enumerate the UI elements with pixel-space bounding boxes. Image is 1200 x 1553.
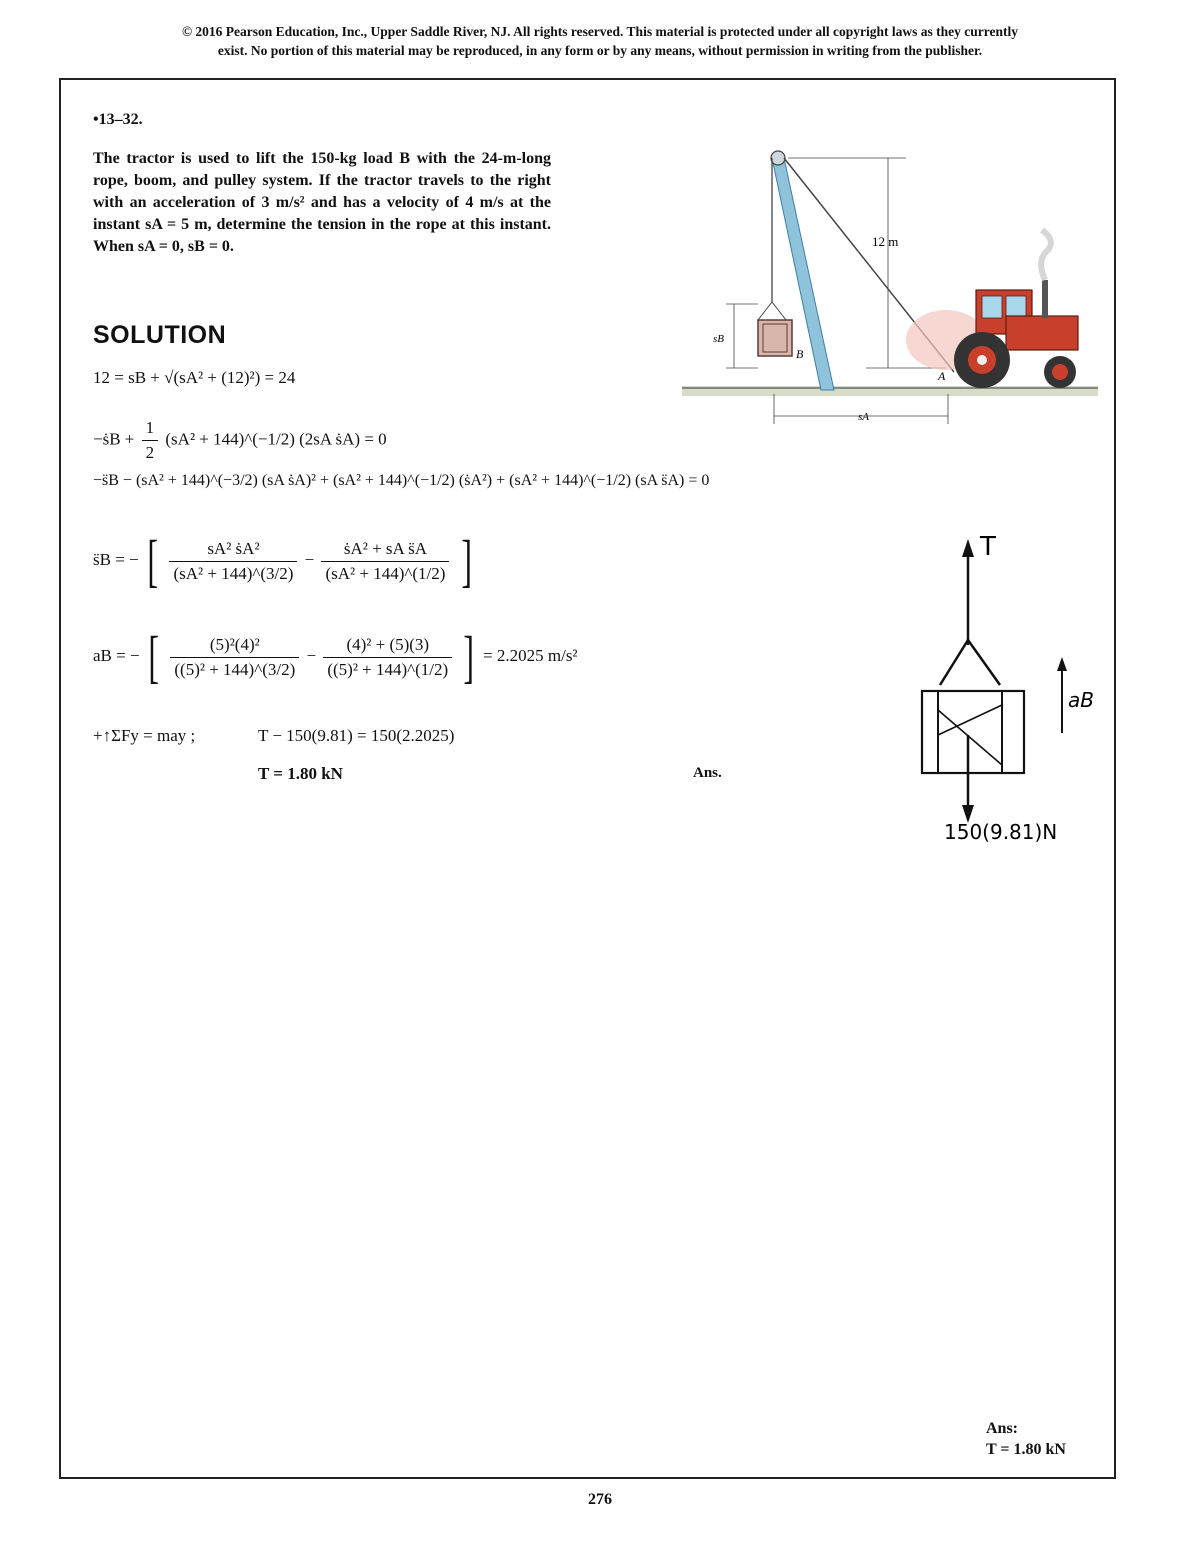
label-A: A [938, 369, 946, 383]
page-number: 276 [588, 1491, 612, 1508]
copyright-notice [60, 22, 1140, 60]
equation-2-part-a: −ṡB + [93, 429, 139, 449]
label-sB: sB [713, 333, 724, 345]
equation-5-lhs: aB = − [93, 645, 140, 665]
equation-5-term-2: $\frac{\text{(4)² + (5)(3)}}{\text{((5)² + 144)\textasciicircum{}(1/2)}}$ [323, 635, 452, 680]
copyright-line-1: © 2016 Pearson Education, Inc., Upper Saddle River, NJ. All rights reserved. This material is protected under all copyright laws as they currently [181, 24, 1019, 39]
acceleration-arrowhead [1057, 657, 1067, 671]
tension-arrowhead [962, 539, 974, 557]
problem-statement: The tractor is used to lift the 150-kg load B with the 24-m-long rope, boom, and pulley system. If the tractor travels to the right with an acceleration of 3 m/s² and has a velocity of 4 m/s at the instant sA = 5 m, determine the tension in the rope at this instant. When sA = 0, sB = 0. [93, 150, 551, 255]
equation-7: T = 1.80 kN [258, 764, 343, 783]
tension-label: T [980, 532, 996, 562]
pulley [771, 151, 785, 165]
equation-4-term-2: $\frac{\text{ṡA² + sA s̈A}}{\text{(sA² + 144)\textasciicircum{}(1/2)}}$ [321, 539, 449, 584]
one-half-fraction: $\frac{1}{2}$ [142, 418, 159, 463]
equation-6: T − 150(9.81) = 150(2.2025) [258, 726, 455, 745]
equation-4: s̈B = − [ $\frac{\text{sA² ṡA²}}{\text{(sA² + 144)\textasciicircum{}(3/2)}}$ − $\frac{\text{ṡA² + sA s̈A}}{\text{(sA² + 144)\textasciicircum{}(1/2)}}$ ] [93, 528, 472, 593]
equation-4-lhs: s̈B = − [93, 549, 139, 569]
tractor-figure [676, 140, 1106, 430]
fbd-sling [940, 640, 1000, 685]
equation-6-label: +↑ΣFy = may ; [93, 726, 196, 745]
equation-1: 12 = sB + √(sA² + (12)²) = 24 [93, 368, 296, 387]
problem-number: •13–32. [93, 111, 143, 128]
equation-5-term-1: $\frac{\text{(5)²(4)²}}{\text{((5)² + 144)\textasciicircum{}(3/2)}}$ [170, 635, 299, 680]
label-height: 12 m [872, 234, 899, 249]
answer-box-label: Ans: [986, 1420, 1019, 1437]
free-body-diagram [900, 525, 1100, 855]
copyright-line-2: exist. No portion of this material may be reproduced, in any form or by any means, without permission in writing from the publisher. [217, 43, 983, 58]
tractor [906, 230, 1078, 388]
answer-box [986, 1418, 1066, 1460]
answer-label-inline: Ans. [693, 765, 722, 781]
weight-label: 150(9.81)N [944, 820, 1058, 844]
solution-heading: SOLUTION [93, 321, 227, 349]
equation-3: −s̈B − (sA² + 144)^(−3/2) (sA ṡA)² + (sA² + 144)^(−1/2) (ṡA²) + (sA² + 144)^(−1/2) (sA s̈A) = 0 [93, 472, 710, 489]
equation-5: aB = − [ $\frac{\text{(5)²(4)²}}{\text{((5)² + 144)\textasciicircum{}(3/2)}}$ − $\frac{\text{(4)² + (5)(3)}}{\text{((5)² + 144)\textasciicircum{}(1/2)}}$ ] = 2.2025 m/s² [93, 624, 578, 689]
acceleration-label: aB [1068, 688, 1094, 712]
equation-2-part-b: (sA² + 144)^(−1/2) (2sA ṡA) = 0 [165, 429, 387, 449]
equation-4-term-1: $\frac{\text{sA² ṡA²}}{\text{(sA² + 144)\textasciicircum{}(3/2)}}$ [169, 539, 297, 584]
load-sling [758, 302, 786, 320]
equation-2 [93, 418, 387, 463]
equation-5-result: = 2.2025 m/s² [483, 645, 578, 665]
answer-box-value: T = 1.80 kN [986, 1441, 1066, 1458]
label-B: B [796, 347, 804, 361]
label-sA: sA [858, 411, 869, 423]
